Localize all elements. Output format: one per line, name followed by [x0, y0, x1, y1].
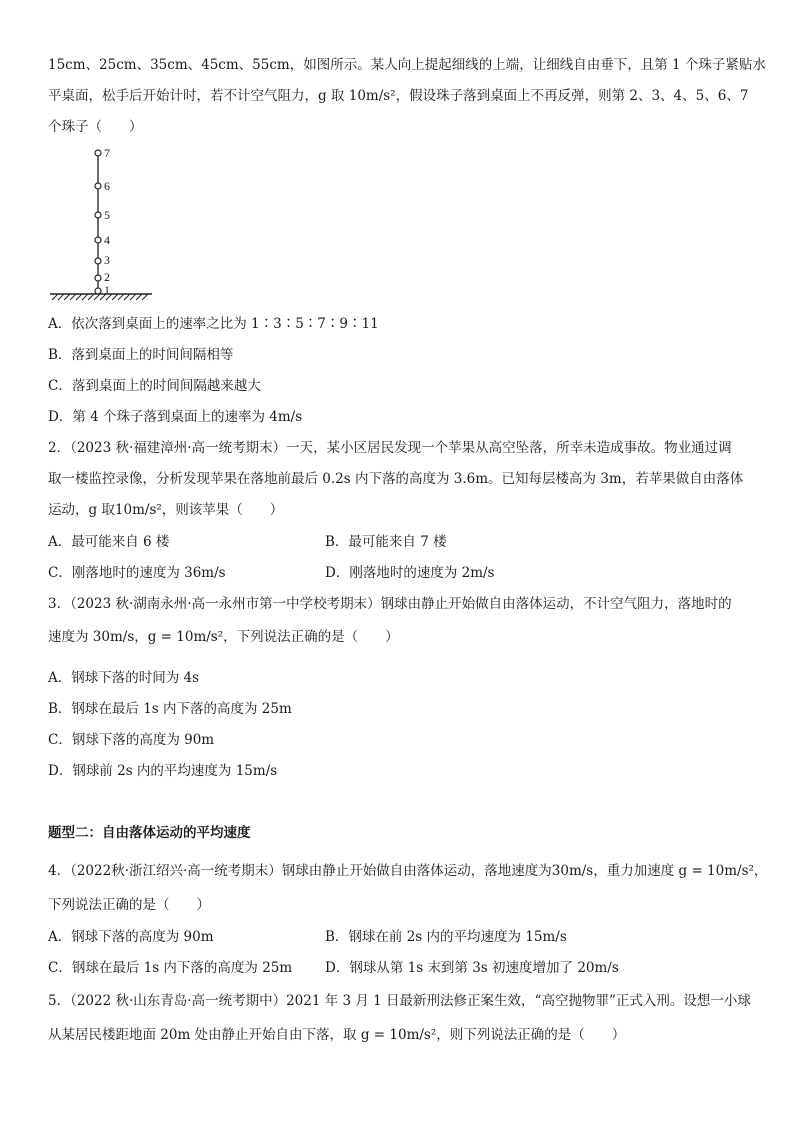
q3-option-b: B．钢球在最后 1s 内下落的高度为 25m [48, 701, 292, 717]
intro-line-1: 15cm、25cm、35cm、45cm、55cm，如图所示。某人向上提起细线的上端，让细线自由垂下，且第 1 个珠子紧贴水 [48, 57, 766, 73]
bead-string-diagram [48, 142, 158, 302]
intro-line-2: 平桌面，松手后开始计时，若不计空气阻力，g 取 10m/s²，假设珠子落到桌面上不再反弹，则第 2、3、4、5、6、7 [48, 88, 749, 104]
bead-1 [95, 288, 101, 294]
bead-label-3: 3 [104, 253, 110, 267]
q4-stem-line-2: 下列说法正确的是（ ） [48, 897, 210, 913]
intro-line-3: 个珠子（ ） [48, 119, 143, 135]
q2-option-b: B．最可能来自 7 楼 [325, 534, 447, 550]
bead-6 [95, 183, 101, 189]
q1-option-d: D．第 4 个珠子落到桌面上的速率为 4m/s [48, 409, 303, 425]
bead-7 [95, 150, 101, 156]
q1-option-a: A．依次落到桌面上的速率之比为 1∶3∶5∶7∶9∶11 [48, 316, 379, 332]
q2-stem-line-1: 2．（2023 秋·福建漳州·高一统考期末）一天，某小区居民发现一个苹果从高空坠落，所幸未造成事故。物业通过调 [48, 440, 732, 456]
bead-2 [95, 275, 101, 281]
q4-stem-line-1: 4．（2022秋·浙江绍兴·高一统考期末）钢球由静止开始做自由落体运动，落地速度为30m/s，重力加速度 g = 10m/s²， [48, 863, 768, 879]
bead-label-5: 5 [104, 208, 110, 222]
bead-label-6: 6 [104, 179, 110, 193]
q5-stem-line-1: 5．（2022 秋·山东青岛·高一统考期中）2021 年 3 月 1 日最新刑法修正案生效，“高空抛物罪”正式入刑。设想一小球 [48, 993, 751, 1009]
q3-stem-line-1: 3．（2023 秋·湖南永州·高一永州市第一中学校考期末）钢球由静止开始做自由落体运动，不计空气阻力，落地时的 [48, 596, 732, 612]
bead-label-1: 1 [104, 283, 110, 297]
q2-stem-line-3: 运动，g 取10m/s²，则该苹果（ ） [48, 502, 284, 518]
q2-option-a: A．最可能来自 6 楼 [48, 534, 170, 550]
q4-option-b: B．钢球在前 2s 内的平均速度为 15m/s [325, 929, 567, 945]
q2-stem-line-2: 取一楼监控录像，分析发现苹果在落地前最后 0.2s 内下落的高度为 3.6m。已知每层楼高为 3m，若苹果做自由落体 [48, 471, 744, 487]
q4-option-a: A．钢球下落的高度为 90m [48, 929, 214, 945]
bead-label-4: 4 [104, 233, 110, 247]
q4-option-d: D．钢球从第 1s 末到第 3s 初速度增加了 20m/s [325, 960, 619, 976]
q3-option-c: C．钢球下落的高度为 90m [48, 732, 215, 748]
section-heading: 题型二：自由落体运动的平均速度 [48, 825, 251, 841]
bead-label-2: 2 [104, 270, 110, 284]
q1-option-c: C．落到桌面上的时间间隔越来越大 [48, 378, 261, 394]
bead-4 [95, 237, 101, 243]
q3-option-a: A．钢球下落的时间为 4s [48, 670, 200, 686]
q2-option-d: D．刚落地时的速度为 2m/s [325, 565, 495, 581]
q3-option-d: D．钢球前 2s 内的平均速度为 15m/s [48, 763, 278, 779]
bead-3 [95, 258, 101, 264]
q3-stem-line-2: 速度为 30m/s，g = 10m/s²，下列说法正确的是（ ） [48, 629, 399, 645]
table-hatching [52, 294, 148, 300]
q5-stem-line-2: 从某居民楼距地面 20m 处由静止开始自由下落，取 g = 10m/s²，则下列说法正确的是（ ） [48, 1027, 626, 1043]
q2-option-c: C．刚落地时的速度为 36m/s [48, 565, 226, 581]
bead-5 [95, 212, 101, 218]
bead-label-7: 7 [104, 146, 110, 160]
q1-option-b: B．落到桌面上的时间间隔相等 [48, 347, 234, 363]
q4-option-c: C．钢球在最后 1s 内下落的高度为 25m [48, 960, 293, 976]
